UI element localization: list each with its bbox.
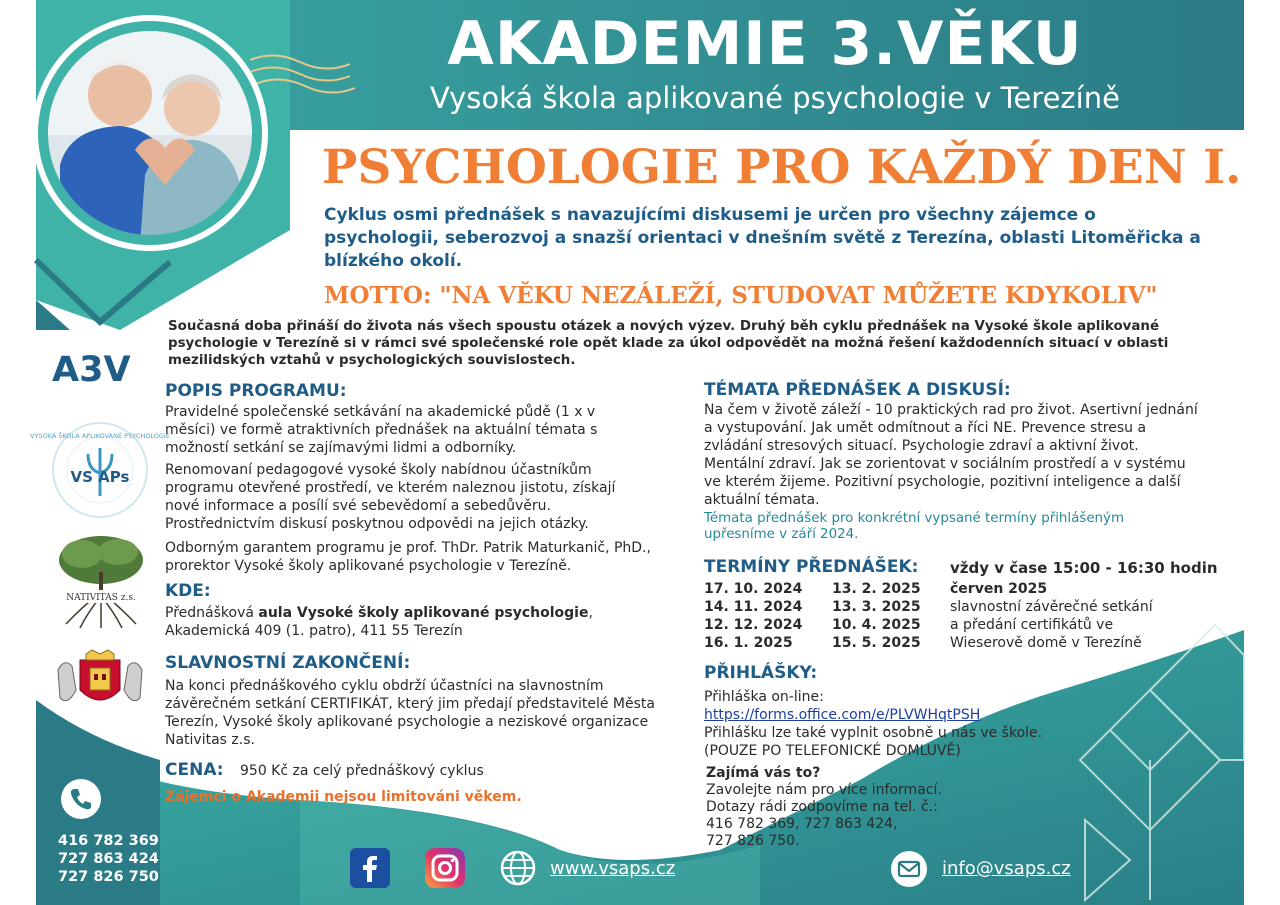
- website-link[interactable]: www.vsaps.cz: [550, 858, 676, 879]
- email-link[interactable]: info@vsaps.cz: [942, 858, 1071, 879]
- dates-column-2: [832, 580, 921, 652]
- header-title: AKADEMIE 3.VĚKU: [447, 9, 1083, 79]
- phone-number: 727 826 750: [58, 869, 159, 885]
- date-item: 16. 1. 2025: [704, 635, 793, 651]
- kde-prefix: Přednášková: [165, 605, 259, 621]
- contact-line: 727 826 750.: [706, 833, 800, 849]
- program-paragraph-1: Pravidelné společenské setkávání na akademické půdě (1 x v měsíci) ve formě atraktivních přednášek na aktuální témata s možností setkání se zajímavými lidmi a odborníky.: [165, 404, 598, 456]
- cena-value: 950 Kč za celý přednáškový cyklus: [240, 763, 484, 779]
- vsaps-logo-ring-text: VYSOKÁ ŠKOLA APLIKOVANÉ PSYCHOLOGIE: [30, 432, 170, 440]
- contact-line: Dotazy rádi zodpovíme na tel. č.:: [706, 799, 938, 815]
- temata-heading: TÉMATA PŘEDNÁŠEK A DISKUSÍ:: [704, 380, 1011, 400]
- footer-phones: [58, 832, 159, 886]
- prihlasky-block: [704, 688, 1104, 760]
- program-paragraph-3: Odborným garantem programu je prof. ThDr. Patrik Maturkanič, PhD., prorektor Vysoké školy aplikované psychologie v Terezíně.: [165, 540, 651, 574]
- final-text-line: slavnostní závěrečné setkání: [950, 599, 1153, 615]
- instagram-icon[interactable]: [425, 848, 465, 888]
- date-item: 17. 10. 2024: [704, 581, 803, 597]
- vsaps-logo-text: VS APs: [70, 468, 130, 486]
- date-item: 10. 4. 2025: [832, 617, 921, 633]
- vsaps-logo: [30, 418, 170, 522]
- program-heading: POPIS PROGRAMU:: [165, 381, 347, 401]
- terminy-heading: TERMÍNY PŘEDNÁŠEK:: [704, 557, 919, 577]
- contact-line: Zavolejte nám pro více informací.: [706, 782, 942, 798]
- terezin-coat-of-arms-icon: [50, 650, 150, 712]
- cena-heading: CENA:: [165, 760, 224, 780]
- temata-note: Témata přednášek pro konkrétní vypsané termíny přihlášeným upřesníme v září 2024.: [704, 511, 1125, 542]
- date-item: 12. 12. 2024: [704, 617, 803, 633]
- prihlasky-online: Přihláška on-line:: [704, 689, 824, 705]
- phone-number: 727 863 424: [58, 851, 159, 867]
- age-note: Zájemci o Akademii nejsou limitováni věkem.: [165, 789, 522, 805]
- kde-venue: aula Vysoké školy aplikované psychologie: [258, 605, 589, 621]
- program-paragraph-2: Renomovaní pedagogové vysoké školy nabídnou účastníkům programu otevřené prostředí, ve kterém naleznou jistotu, získají nové informace a posílí své sebevědomí a sebedůvěru. Prostřednictvím diskusí poskytnou odpovědi na jejich otázky.: [165, 462, 616, 532]
- email-icon: [890, 850, 928, 888]
- zakonceni-heading: SLAVNOSTNÍ ZAKONČENÍ:: [165, 653, 411, 673]
- a3v-logo: A3V: [52, 350, 131, 390]
- zakonceni-text: Na konci přednáškového cyklu obdrží účastníci na slavnostním závěrečném setkání CERTIFIKÁT, který jim předají představitelé Města Terezín, Vysoké školy aplikované psychologie a neziskové organizace Nativitas z.s.: [165, 678, 655, 748]
- page-title: PSYCHOLOGIE PRO KAŽDÝ DEN I.: [322, 140, 1242, 195]
- phone-number: 416 782 369: [58, 833, 159, 849]
- final-text-line: a předání certifikátů ve: [950, 617, 1114, 633]
- intro-text: Cyklus osmi přednášek s navazujícími diskusemi je určen pro všechny zájemce o psychologii, seberozvoj a snazší orientaci v dnešním světě z Terezína, oblasti Litoměřicka a blízkého okolí.: [324, 205, 1201, 271]
- kde-suffix: ,: [588, 605, 593, 621]
- date-item: 13. 2. 2025: [832, 581, 921, 597]
- kde-address: Akademická 409 (1. patro), 411 55 Terezín: [165, 623, 463, 639]
- header-subtitle: Vysoká škola aplikované psychologie v Terezíně: [430, 81, 1120, 115]
- contact-line: 416 782 369, 727 863 424,: [706, 816, 898, 832]
- phone-icon[interactable]: [60, 778, 102, 820]
- date-item: 13. 3. 2025: [832, 599, 921, 615]
- lead-paragraph: Současná doba přináší do života nás všech spoustu otázek a nových výzev. Druhý běh cyklu přednášek na Vysoké škole aplikované psychologie v Terezíně si v rámci své společenské role opět klade za úkol odpovědět na možná řešení každodenních situací v oblasti mezilidských vztahů v psychologických souvislostech.: [168, 319, 1169, 368]
- motto: MOTTO: "NA VĚKU NEZÁLEŽÍ, STUDOVAT MŮŽETE KDYKOLIV": [324, 282, 1158, 309]
- contact-question: Zajímá vás to?: [706, 765, 821, 781]
- date-item: 15. 5. 2025: [832, 635, 921, 651]
- prihlasky-personal: Přihlášku lze také vyplnit osobně u nás ve škole.: [704, 725, 1043, 741]
- temata-text: Na čem v životě záleží - 10 praktických rad pro život. Asertivní jednání a vystupování. Jak umět odmítnout a říci NE. Prevence stresu a zvládání stresových situací. Psychologie zdraví a aktivní život. Mentální zdraví. Jak se zorientovat v sociálním prostředí a v systému ve kterém žijeme. Pozitivní psychologie, pozitivní inteligence a další aktuální témata.: [704, 402, 1198, 508]
- globe-icon: [500, 850, 536, 886]
- date-item: 14. 11. 2024: [704, 599, 803, 615]
- prihlasky-heading: PŘIHLÁŠKY:: [704, 663, 818, 683]
- facebook-icon[interactable]: [350, 848, 390, 888]
- nativitas-name: NATIVITAS z.s.: [66, 593, 136, 603]
- kde-heading: KDE:: [165, 581, 211, 601]
- nativitas-tree-logo: [52, 532, 150, 632]
- final-month: červen 2025: [950, 581, 1048, 597]
- registration-link[interactable]: https://forms.office.com/e/PLVWHqtPSH: [704, 707, 981, 723]
- final-meeting: [950, 580, 1210, 652]
- final-text-line: Wieserově domě v Terezíně: [950, 635, 1142, 651]
- dates-column-1: [704, 580, 802, 652]
- contact-block: [706, 765, 1006, 850]
- prihlasky-phone-note: (POUZE PO TELEFONICKÉ DOMLUVĚ): [704, 743, 961, 759]
- kde-location: [165, 604, 665, 640]
- terminy-time: vždy v čase 15:00 - 16:30 hodin: [950, 559, 1218, 577]
